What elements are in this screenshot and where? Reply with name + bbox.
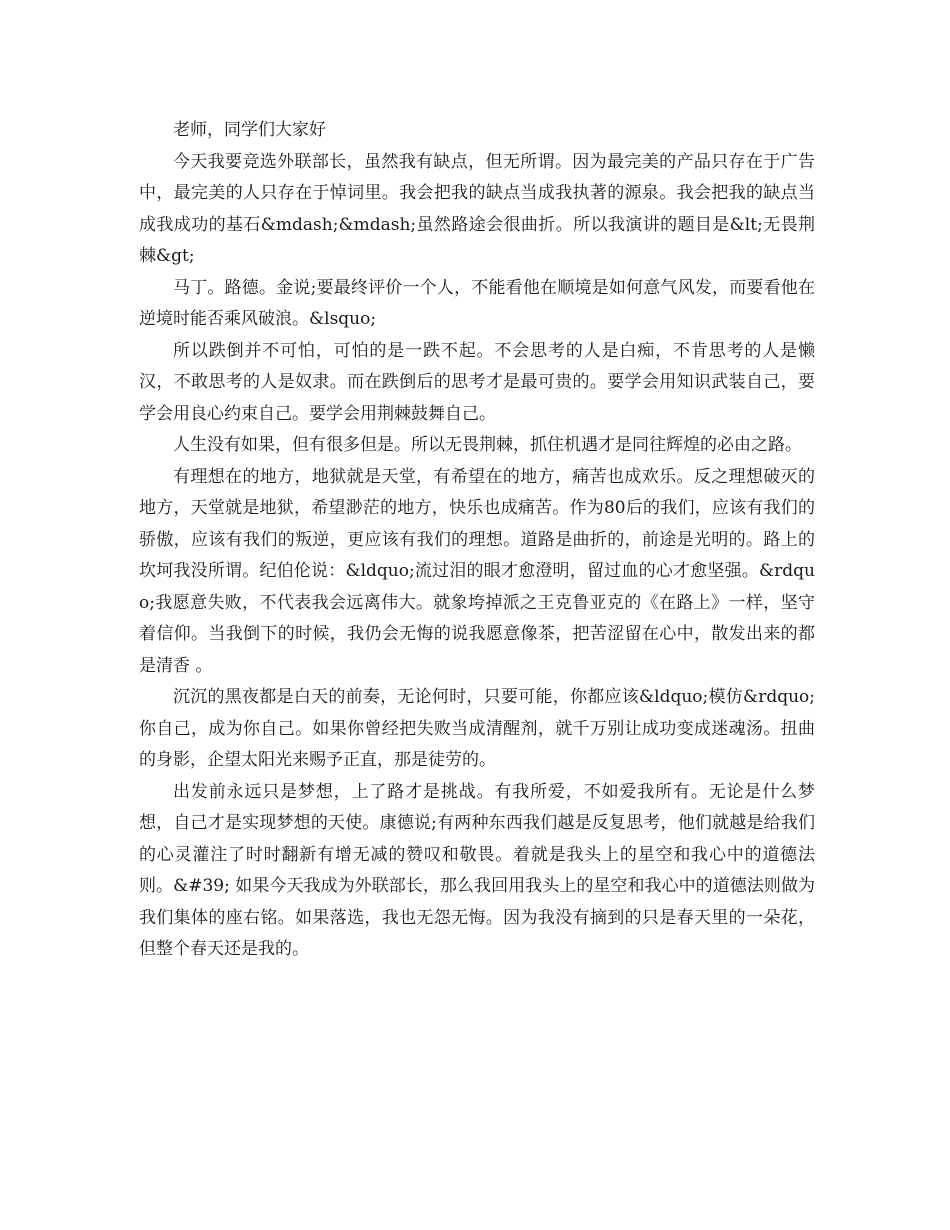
paragraph-mlk-quote: 马丁。路德。金说;要最终评价一个人，不能看他在顺境是如何意气风发，而要看他在逆境时能否乘风破浪。&lsquo; — [139, 277, 815, 329]
paragraph-night: 沉沉的黑夜都是白天的前奏，无论何时，只要可能，你都应该&ldquo;模仿&rdquo;你自己，成为你自己。如果你曾经把失败当成清醒剂，就千万别让成功变成迷魂汤。扭曲的身影，企望太阳光来赐予正直，那是徒劳的。 — [139, 687, 815, 770]
paragraph-greeting: 老师，同学们大家好 — [173, 120, 326, 140]
paragraph-no-ifs: 人生没有如果，但有很多但是。所以无畏荆棘，抓住机遇才是同往辉煌的必由之路。 — [173, 435, 802, 455]
paragraph-thinking: 所以跌倒并不可怕，可怕的是一跌不起。不会思考的人是白痴，不肯思考的人是懒汉，不敢思考的人是奴隶。而在跌倒后的思考才是最可贵的。要学会用知识武装自己，要学会用良心约束自己。要学会用荆棘鼓舞自己。 — [139, 340, 815, 424]
paragraph-closing: 出发前永远只是梦想，上了路才是挑战。有我所爱，不如爱我所有。无论是什么梦想，自己才是实现梦想的天使。康德说;有两种东西我们越是反复思考，他们就越是给我们的心灵灌注了时时翻新有增无减的赞叹和敬畏。着就是我头上的星空和我心中的道德法则。&#39; 如果今天我成为外联部长，那么我回用我头上的星空和我心中的道德法则做为我们集体的座右铭。如果落选，我也无怨无悔。因为我没有摘到的只是春天里的一朵花，但整个春天还是我的。 — [139, 781, 815, 959]
document-body — [139, 115, 815, 966]
paragraph-intro: 今天我要竞选外联部长，虽然我有缺点，但无所谓。因为最完美的产品只存在于广告中，最完美的人只存在于悼词里。我会把我的缺点当成我执著的源泉。我会把我的缺点当成我成功的基石&mdash;&mdash;虽然路途会很曲折。所以我演讲的题目是&lt;无畏荆棘&gt; — [139, 151, 815, 266]
paragraph-ideals: 有理想在的地方，地狱就是天堂，有希望在的地方，痛苦也成欢乐。反之理想破灭的地方，天堂就是地狱，希望渺茫的地方，快乐也成痛苦。作为80后的我们，应该有我们的骄傲，应该有我们的叛逆，更应该有我们的理想。道路是曲折的，前途是光明的。路上的坎坷我没所谓。纪伯伦说：&ldquo;流过泪的眼才愈澄明，留过血的心才愈坚强。&rdquo;我愿意失败，不代表我会远离伟大。就象垮掉派之王克鲁亚克的《在路上》一样，坚守着信仰。当我倒下的时候，我仍会无悔的说我愿意像茶，把苦涩留在心中，散发出来的都是清香 。 — [139, 466, 815, 676]
